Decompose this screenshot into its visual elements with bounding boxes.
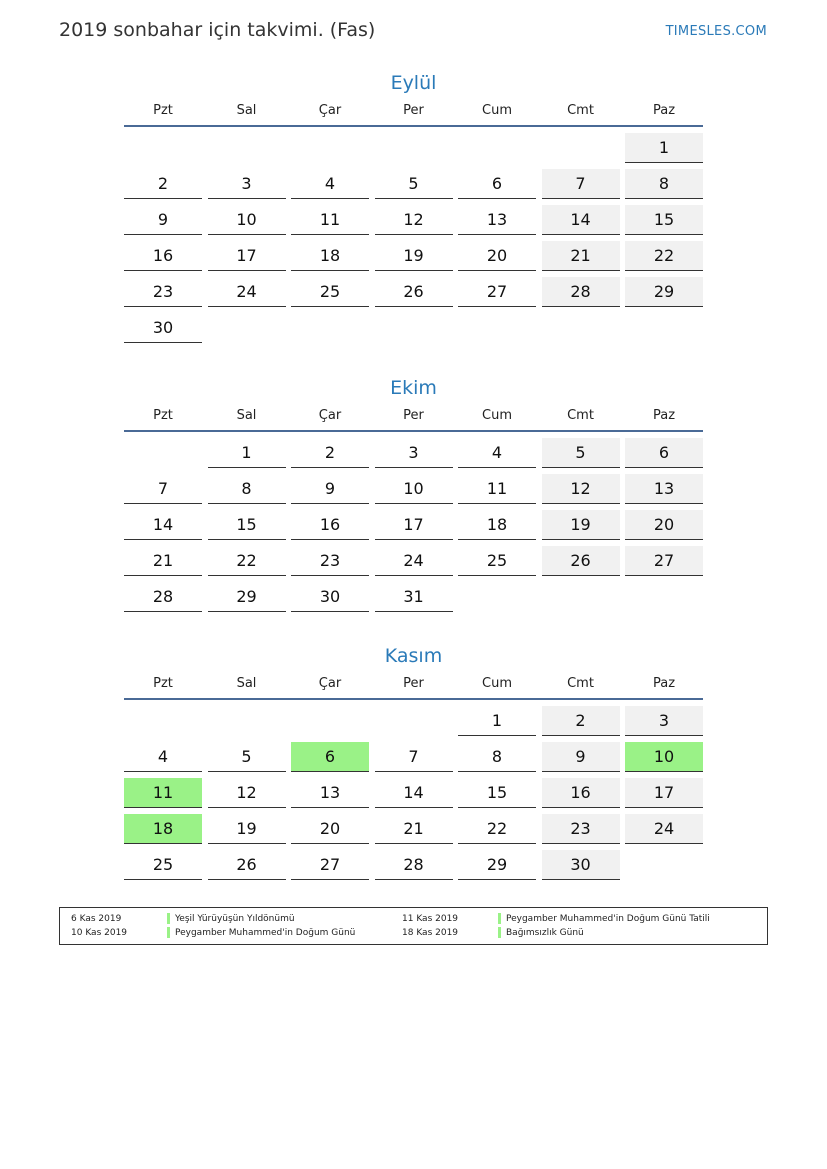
day-cell[interactable]: 17 <box>375 510 453 540</box>
day-cell[interactable]: 19 <box>375 241 453 271</box>
day-cell[interactable]: 30 <box>542 850 620 880</box>
day-cell[interactable]: 21 <box>542 241 620 271</box>
weekday-label: Cum <box>482 408 512 423</box>
day-cell[interactable]: 24 <box>208 277 286 307</box>
month-calendar <box>124 642 703 874</box>
weekday-header <box>124 402 703 432</box>
holiday-color-marker <box>167 927 170 938</box>
holiday-day-cell[interactable]: 10 <box>625 742 703 772</box>
legend-item <box>402 912 762 926</box>
day-cell[interactable]: 16 <box>124 241 202 271</box>
legend-item <box>71 912 411 926</box>
day-cell[interactable]: 2 <box>291 438 369 468</box>
day-cell[interactable]: 28 <box>124 582 202 612</box>
weekday-label: Paz <box>652 676 676 691</box>
day-cell[interactable]: 26 <box>375 277 453 307</box>
weekday-label: Cmt <box>567 676 594 691</box>
day-cell[interactable]: 16 <box>542 778 620 808</box>
day-cell[interactable]: 23 <box>542 814 620 844</box>
day-cell[interactable]: 7 <box>542 169 620 199</box>
day-cell[interactable]: 13 <box>625 474 703 504</box>
weekday-label: Paz <box>652 408 676 423</box>
day-cell[interactable]: 27 <box>625 546 703 576</box>
weekday-label: Pzt <box>153 103 173 118</box>
day-cell[interactable]: 25 <box>291 277 369 307</box>
day-cell[interactable]: 8 <box>458 742 536 772</box>
legend-date: 11 Kas 2019 <box>402 914 459 924</box>
day-cell[interactable]: 3 <box>375 438 453 468</box>
day-cell[interactable]: 4 <box>124 742 202 772</box>
weekday-label: Çar <box>318 103 342 118</box>
weekday-label: Sal <box>236 676 257 691</box>
weekday-label: Cum <box>482 103 512 118</box>
day-cell[interactable]: 18 <box>291 241 369 271</box>
month-title: Ekim <box>390 377 437 399</box>
day-cell[interactable]: 28 <box>542 277 620 307</box>
weekday-label: Per <box>403 103 424 118</box>
weekday-label: Cmt <box>567 103 594 118</box>
holiday-color-marker <box>498 927 501 938</box>
day-cell[interactable]: 12 <box>542 474 620 504</box>
day-cell[interactable]: 15 <box>458 778 536 808</box>
weekday-label: Sal <box>236 103 257 118</box>
day-cell[interactable]: 4 <box>291 169 369 199</box>
day-cell[interactable]: 27 <box>458 277 536 307</box>
day-cell[interactable]: 13 <box>458 205 536 235</box>
day-cell[interactable]: 9 <box>542 742 620 772</box>
day-cell[interactable]: 6 <box>458 169 536 199</box>
day-cell[interactable]: 23 <box>291 546 369 576</box>
day-cell[interactable]: 15 <box>208 510 286 540</box>
day-cell[interactable]: 29 <box>625 277 703 307</box>
holiday-color-marker <box>498 913 501 924</box>
day-cell[interactable]: 30 <box>124 313 202 343</box>
day-cell[interactable]: 12 <box>375 205 453 235</box>
legend-date: 10 Kas 2019 <box>71 928 128 938</box>
day-cell[interactable]: 11 <box>291 205 369 235</box>
month-calendar <box>124 374 703 606</box>
day-cell[interactable]: 6 <box>625 438 703 468</box>
day-cell[interactable]: 16 <box>291 510 369 540</box>
day-cell[interactable]: 1 <box>625 133 703 163</box>
day-cell[interactable]: 17 <box>625 778 703 808</box>
day-cell[interactable]: 27 <box>291 850 369 880</box>
day-cell[interactable]: 1 <box>208 438 286 468</box>
weekday-label: Per <box>403 676 424 691</box>
day-cell[interactable]: 24 <box>375 546 453 576</box>
day-cell[interactable]: 14 <box>375 778 453 808</box>
day-cell[interactable]: 30 <box>291 582 369 612</box>
day-cell[interactable]: 29 <box>458 850 536 880</box>
weekday-label: Çar <box>318 676 342 691</box>
day-cell[interactable]: 15 <box>625 205 703 235</box>
day-cell[interactable]: 26 <box>542 546 620 576</box>
day-cell[interactable]: 14 <box>542 205 620 235</box>
day-cell[interactable]: 10 <box>208 205 286 235</box>
day-cell[interactable]: 31 <box>375 582 453 612</box>
day-cell[interactable]: 21 <box>124 546 202 576</box>
weekday-label: Per <box>403 408 424 423</box>
legend-name: Yeşil Yürüyüşün Yıldönümü <box>175 914 295 924</box>
day-cell[interactable]: 11 <box>458 474 536 504</box>
day-cell[interactable]: 20 <box>458 241 536 271</box>
day-cell[interactable]: 20 <box>625 510 703 540</box>
day-cell[interactable]: 5 <box>542 438 620 468</box>
day-cell[interactable]: 24 <box>625 814 703 844</box>
legend-date: 6 Kas 2019 <box>71 914 122 924</box>
weekday-label: Cum <box>482 676 512 691</box>
weekday-label: Paz <box>652 103 676 118</box>
weekday-label: Pzt <box>153 676 173 691</box>
day-cell[interactable]: 25 <box>458 546 536 576</box>
day-cell[interactable]: 26 <box>208 850 286 880</box>
day-cell[interactable]: 7 <box>124 474 202 504</box>
day-cell[interactable]: 22 <box>625 241 703 271</box>
day-cell[interactable]: 2 <box>124 169 202 199</box>
month-calendar <box>124 69 703 337</box>
day-cell[interactable]: 25 <box>124 850 202 880</box>
holiday-legend <box>59 907 768 945</box>
holiday-day-cell[interactable]: 18 <box>124 814 202 844</box>
month-title: Eylül <box>390 72 437 94</box>
day-cell[interactable]: 21 <box>375 814 453 844</box>
day-cell[interactable]: 3 <box>208 169 286 199</box>
day-cell[interactable]: 1 <box>458 706 536 736</box>
holiday-day-cell[interactable]: 11 <box>124 778 202 808</box>
weekday-label: Pzt <box>153 408 173 423</box>
day-cell[interactable]: 5 <box>375 169 453 199</box>
weekday-label: Sal <box>236 408 257 423</box>
day-cell[interactable]: 22 <box>208 546 286 576</box>
day-cell[interactable]: 12 <box>208 778 286 808</box>
holiday-color-marker <box>167 913 170 924</box>
legend-name: Peygamber Muhammed'in Doğum Günü Tatili <box>506 914 710 924</box>
day-cell[interactable]: 17 <box>208 241 286 271</box>
legend-item <box>71 926 411 940</box>
weekday-label: Çar <box>318 408 342 423</box>
weekday-header <box>124 670 703 700</box>
day-cell[interactable]: 13 <box>291 778 369 808</box>
day-cell[interactable]: 22 <box>458 814 536 844</box>
day-cell[interactable]: 10 <box>375 474 453 504</box>
weekday-label: Cmt <box>567 408 594 423</box>
legend-item <box>402 926 762 940</box>
day-cell[interactable]: 4 <box>458 438 536 468</box>
day-cell[interactable]: 8 <box>208 474 286 504</box>
day-cell[interactable]: 8 <box>625 169 703 199</box>
day-cell[interactable]: 9 <box>291 474 369 504</box>
holiday-day-cell[interactable]: 6 <box>291 742 369 772</box>
day-cell[interactable]: 2 <box>542 706 620 736</box>
day-cell[interactable]: 20 <box>291 814 369 844</box>
page-title: 2019 sonbahar için takvimi. (Fas) <box>59 19 376 41</box>
day-cell[interactable]: 18 <box>458 510 536 540</box>
weekday-header <box>124 97 703 127</box>
legend-name: Peygamber Muhammed'in Doğum Günü <box>175 928 356 938</box>
day-cell[interactable]: 23 <box>124 277 202 307</box>
day-cell[interactable]: 9 <box>124 205 202 235</box>
day-cell[interactable]: 7 <box>375 742 453 772</box>
site-link[interactable]: TIMESLES.COM <box>665 24 767 39</box>
day-cell[interactable]: 28 <box>375 850 453 880</box>
day-cell[interactable]: 19 <box>542 510 620 540</box>
day-cell[interactable]: 3 <box>625 706 703 736</box>
day-cell[interactable]: 14 <box>124 510 202 540</box>
day-cell[interactable]: 5 <box>208 742 286 772</box>
month-title: Kasım <box>384 645 443 667</box>
day-cell[interactable]: 19 <box>208 814 286 844</box>
legend-name: Bağımsızlık Günü <box>506 928 584 938</box>
day-cell[interactable]: 29 <box>208 582 286 612</box>
legend-date: 18 Kas 2019 <box>402 928 459 938</box>
